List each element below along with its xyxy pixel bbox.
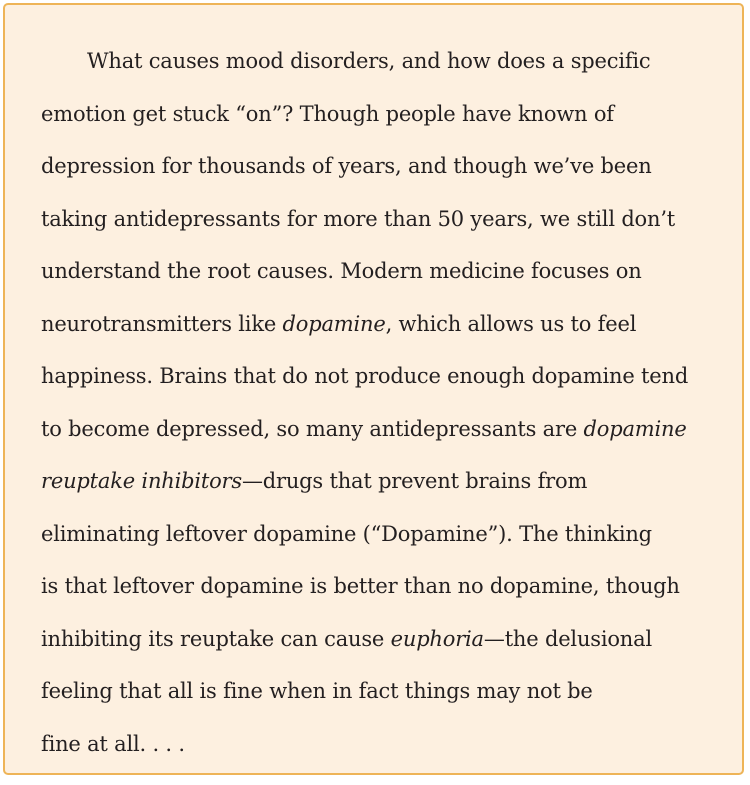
paragraph-line	[41, 298, 731, 351]
text-run: to become depressed, so many antidepressants are	[41, 416, 584, 441]
italic-term-euphoria: euphoria	[390, 626, 484, 651]
paragraph-line	[41, 403, 731, 456]
paragraph-line	[41, 35, 731, 88]
text-run: neurotransmitters like	[41, 311, 283, 336]
paragraph-line	[41, 193, 731, 246]
italic-term-reuptake-inhibitors: reuptake inhibitors	[41, 469, 242, 493]
paragraph-line	[41, 88, 731, 141]
text-run: taking antidepressants for more than 50 years, we still don’t	[41, 206, 676, 231]
text-run: eliminating leftover dopamine (“Dopamine”). The thinking	[41, 521, 652, 546]
paragraph-line	[41, 613, 731, 666]
paragraph-line	[41, 665, 731, 718]
paragraph-line	[41, 718, 731, 771]
text-run: emotion get stuck “on”? Though people have known of	[41, 101, 614, 126]
paragraph-line	[41, 508, 731, 561]
text-run: fine at all. . . .	[41, 731, 185, 756]
text-run: —drugs that prevent brains from	[241, 469, 588, 493]
text-run: feeling that all is fine when in fact things may not be	[41, 679, 593, 703]
paragraph-line	[41, 350, 731, 403]
text-run: happiness. Brains that do not produce enough dopamine tend	[41, 364, 689, 388]
text-run: —the delusional	[483, 626, 652, 651]
paragraph-line	[41, 140, 731, 193]
text-run: , which allows us to feel	[385, 311, 637, 336]
text-run: depression for thousands of years, and though we’ve been	[41, 154, 652, 178]
text-run: inhibiting its reuptake can cause	[41, 626, 391, 651]
excerpt-box	[3, 3, 744, 775]
text-run: What causes mood disorders, and how does a specific	[87, 49, 651, 73]
italic-term-dopamine: dopamine	[583, 416, 687, 441]
italic-term-dopamine: dopamine	[282, 311, 386, 336]
text-run: understand the root causes. Modern medicine focuses on	[41, 259, 642, 283]
paragraph-line	[41, 455, 731, 508]
paragraph-line	[41, 560, 731, 613]
paragraph-line	[41, 245, 731, 298]
excerpt-paragraph	[41, 35, 731, 770]
text-run: is that leftover dopamine is better than no dopamine, though	[41, 574, 680, 598]
